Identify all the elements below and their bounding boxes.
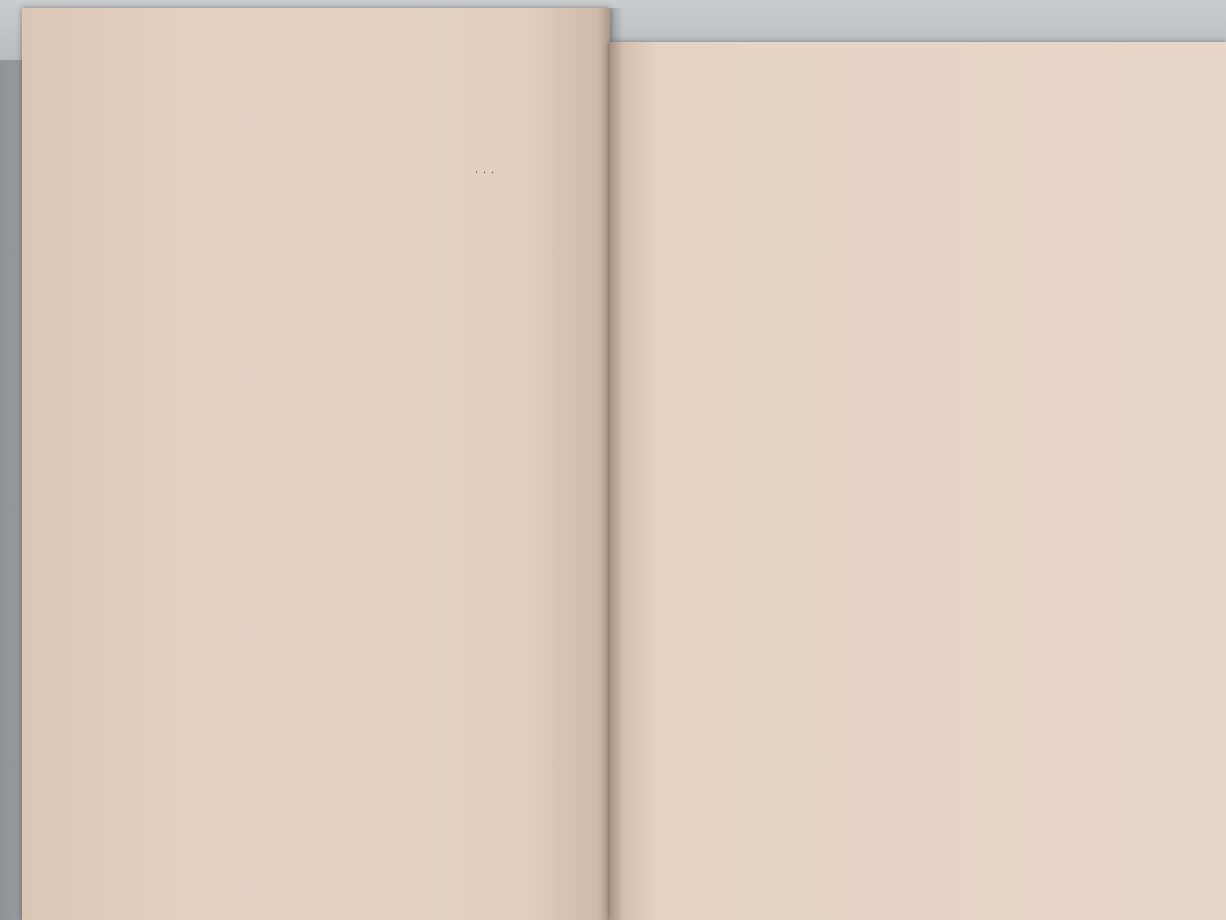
right-page <box>610 42 1226 920</box>
toc-leader-dots: . . . <box>474 161 496 177</box>
book-gutter <box>598 8 624 920</box>
table-of-contents <box>87 80 590 181</box>
